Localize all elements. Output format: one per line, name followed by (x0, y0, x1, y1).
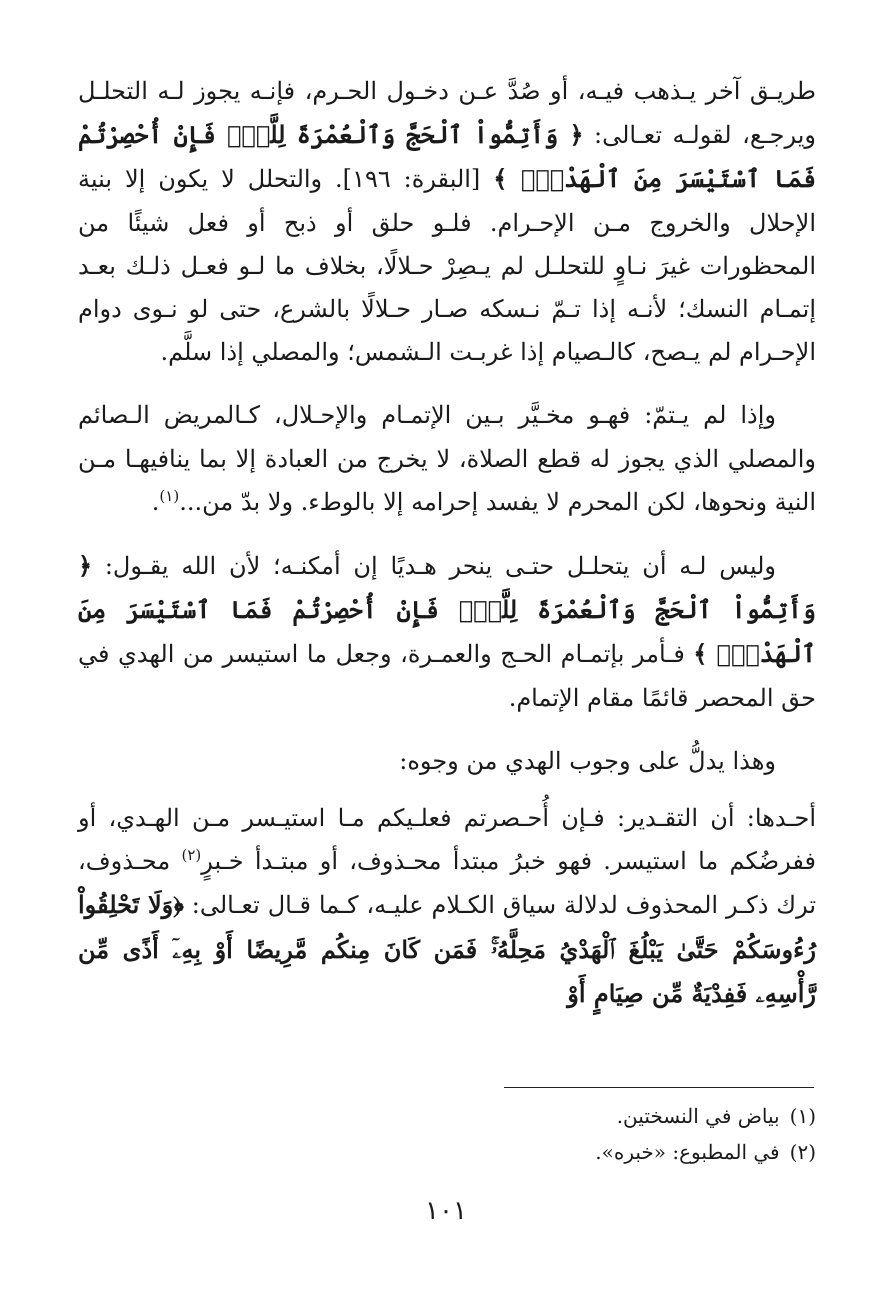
footnote-ref-2: (٢) (181, 846, 202, 865)
paragraph-5-quran-verse: ﴿وَلَا تَحْلِقُواْ رُءُوسَكُمْ حَتَّىٰ يَبْلُغَ ٱلْهَدْيُ مَحِلَّهُۥۚ فَمَن كَانَ مِنكُم مَّرِيضًا أَوْ بِهِۦٓ أَذًى مِّن رَّأْسِهِۦ فَفِدْيَةٌ مِّن صِيَامٍ أَوْ (78, 890, 816, 1008)
footnote-1-text: بياض في النسختين. (616, 1104, 780, 1128)
paragraph-4-text-1: وهذا يدلُّ على وجوب الهدي من وجوه: (399, 746, 776, 775)
footnote-separator (504, 1087, 814, 1088)
footnote-ref-1: (١) (159, 486, 180, 505)
paragraph-5-text-1: أحـدها: أن التقـدير: فـإن أُحـصرتم فعلـيكم مـا استيـسر مـن الهـدي، أو ففرضُكم ما استيسر. فهو خبرُ مبتدأ محـذوف، أو مبتـدأ خـبرٍ (78, 804, 816, 876)
paragraph-1-text-2: [البقرة: ١٩٦]. والتحلل لا يكون إلا بنية الإحلال والخروج مـن الإحـرام. فلـو حلق أو ذبح أو فعل شيئًا من المحظورات غيرَ نـاوٍ للتحلـل لم يـصِرْ حـلالًا، بخلاف ما لـو فعـل ذلـك بعـد إتمـام النسك؛ لأنـه إذا تـمّ نـسكه صـار حـلالًا بالشرع، حتى لو نـوى دوام الإحـرام لم يـصح، كالـصيام إذا غربـت الـشمس؛ والمصلي إذا سلَّم. (78, 165, 816, 367)
page-body (78, 70, 816, 1036)
paragraph-3-quran-verse: ﴿ وَأَتِمُّواْ ٱلْحَجَّ وَٱلْعُمْرَةَ لِلَّهِۚ فَإِنْ أُحْصِرْتُمْ فَمَا ٱسْتَيْسَرَ مِنَ ٱلْهَدْيِۖ ﴾ (78, 551, 816, 669)
footnote-1 (78, 1098, 816, 1134)
paragraph-3-text-1: وليس لـه أن يتحلـل حتـى ينحر هـديًا إن أمكنـه؛ لأن الله يقـول: (92, 552, 776, 581)
footnote-2-number: (٢) (789, 1140, 816, 1164)
paragraph-5-text-2: محـذوف، ترك ذكـر المحذوف لدلالة سياق الكـلام عليـه، كـما قـال تعـالى: (78, 847, 817, 920)
footnote-2 (78, 1134, 816, 1170)
footnote-1-number: (١) (789, 1104, 816, 1128)
paragraph-2-text-1: وإذا لم يـتمّ: فهـو مخـيَّر بـين الإتمـام والإحـلال، كـالمريض الـصائم والمصلي الذي يجوز له قطع الصلاة، لا يخرج من العبادة إلا بما ينافيهـا مـن النية ونحوها، لكن المحرم لا يفسد إحرامه إلا بالوطء. ولا بدّ من... (78, 401, 816, 516)
paragraph-1-quran-verse: ﴿ وَأَتِمُّواْ ٱلْحَجَّ وَٱلْعُمْرَةَ لِلَّهِۚ فَإِنْ أُحْصِرْتُمْ فَمَا ٱسْتَيْسَرَ مِنَ ٱلْهَدْيِۖ ﴾ (78, 120, 817, 194)
paragraph-4 (78, 740, 816, 783)
paragraph-1 (78, 70, 816, 374)
footnotes (78, 1098, 816, 1170)
paragraph-3-text-2: فـأمر بإتمـام الحـج والعمـرة، وجعل ما استيسر من الهدي في حق المحصر قائمًا مقام الإتمام. (78, 640, 816, 712)
paragraph-1-text-1: طريـق آخر يـذهب فيـه، أو صُدَّ عـن دخـول الحـرم، فإنـه يجوز لـه التحلـل ويرجـع، لقولـه تعـالى: (78, 77, 816, 150)
paragraph-2 (78, 394, 816, 524)
footnote-2-text: في المطبوع: «خبره». (595, 1140, 780, 1164)
page-number: ١٠١ (425, 1196, 467, 1226)
paragraph-5 (78, 797, 816, 1016)
paragraph-3 (78, 544, 816, 720)
paragraph-2-text-2: . (151, 487, 160, 516)
